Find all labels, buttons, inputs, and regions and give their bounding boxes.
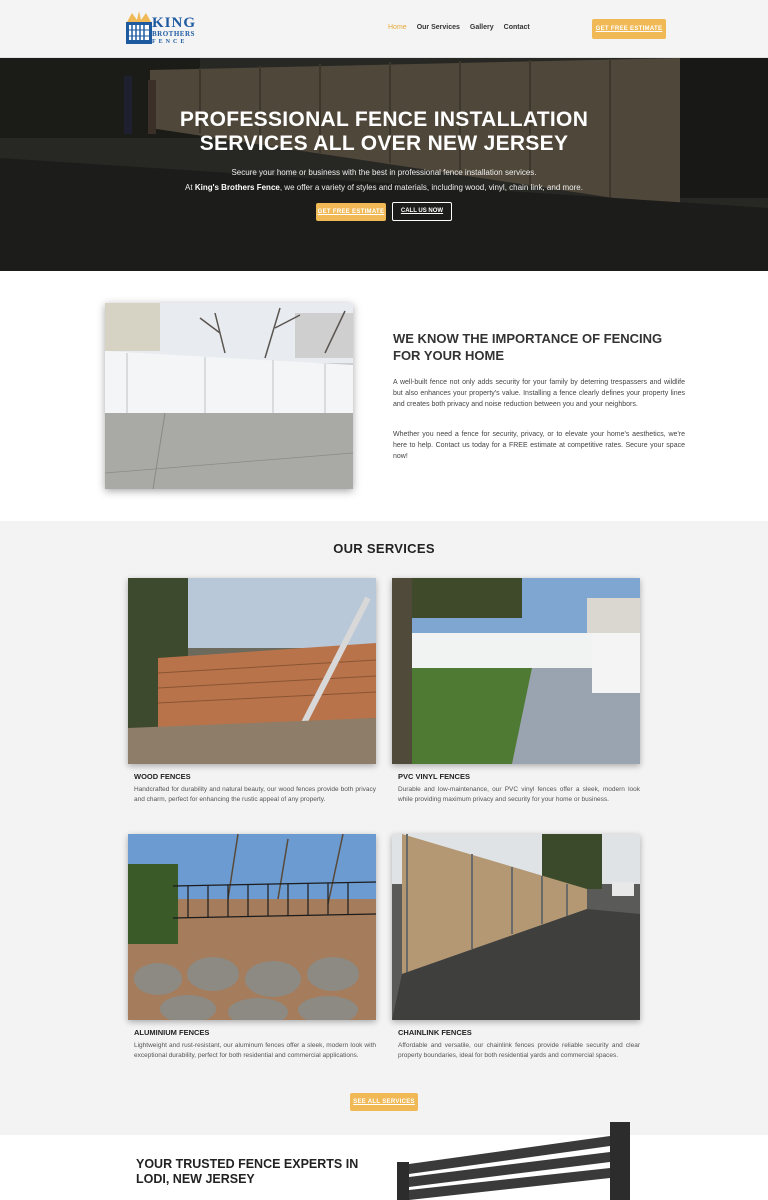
service-desc-chainlink: Affordable and versatile, our chainlink fences provide reliable security and clear property boundaries, ideal for both residential yards and commercial spaces. — [398, 1042, 640, 1059]
hero-estimate-button[interactable]: GET FREE ESTIMATE — [316, 203, 386, 221]
chainlink-fence-image[interactable] — [392, 834, 640, 1020]
nav-gallery[interactable]: Gallery — [469, 24, 494, 31]
nav-our-services[interactable]: Our Services — [416, 24, 460, 31]
pvc-fence-image[interactable] — [392, 578, 640, 764]
about-paragraph-2: Whether you need a fence for security, privacy, or to elevate your home's aesthetics, we're here to help. Contact us today for a FREE estimate at competitive rates. Secure your space now! — [393, 431, 685, 460]
service-title-aluminium: ALUMINIUM FENCES — [134, 1028, 210, 1037]
main-nav — [388, 24, 530, 31]
trusted-title-line2: LODI, NEW JERSEY — [136, 1172, 255, 1186]
hero-subtitle — [0, 165, 768, 195]
trusted-title-line1: YOUR TRUSTED FENCE EXPERTS IN — [136, 1157, 359, 1171]
aluminium-fence-image[interactable] — [128, 834, 376, 1020]
site-header — [0, 0, 768, 58]
service-title-pvc: PVC VINYL FENCES — [398, 772, 470, 781]
pvc-fence-photo — [392, 578, 640, 764]
trusted-title — [136, 1157, 376, 1187]
nav-contact[interactable]: Contact — [503, 24, 530, 31]
services-section — [0, 521, 768, 1135]
logo-line-fence: FENCE — [152, 39, 188, 45]
black-slat-fence-image — [392, 1122, 632, 1200]
hero-sub-suffix: , we offer a variety of styles and materials, including wood, vinyl, chain link, and more. — [279, 183, 583, 192]
hero-call-button[interactable]: CALL US NOW — [392, 202, 452, 221]
wood-fence-image[interactable] — [128, 578, 376, 764]
service-desc-wood: Handcrafted for durability and natural beauty, our wood fences provide both privacy and charm, perfect for enhancing the rustic appeal of any property. — [134, 786, 376, 803]
hero-title-line1: PROFESSIONAL FENCE INSTALLATION — [179, 108, 589, 131]
service-desc-aluminium: Lightweight and rust-resistant, our aluminum fences offer a sleek, modern look with exceptional durability, perfect for both residential and commercial applications. — [134, 1042, 376, 1059]
service-title-wood: WOOD FENCES — [134, 772, 191, 781]
see-all-services-button[interactable]: SEE ALL SERVICES — [350, 1093, 418, 1111]
about-title: WE KNOW THE IMPORTANCE OF FENCING FOR YOUR HOME — [393, 331, 663, 363]
hero-subtitle-line1: Secure your home or business with the best in professional fence installation services. — [231, 168, 537, 177]
chainlink-fence-photo — [392, 834, 640, 1020]
logo-line-brothers: BROTHERS — [152, 30, 195, 38]
aluminium-fence-photo — [128, 834, 376, 1020]
service-title-chainlink: CHAINLINK FENCES — [398, 1028, 472, 1037]
vinyl-fence-photo — [105, 303, 353, 489]
site-logo[interactable] — [124, 10, 202, 50]
service-desc-pvc: Durable and low-maintenance, our PVC vinyl fences offer a sleek, modern look while providing maximum privacy and security for your home or business. — [398, 786, 640, 803]
nav-home[interactable]: Home — [388, 24, 407, 31]
header-estimate-button[interactable]: GET FREE ESTIMATE — [592, 19, 666, 39]
services-title: OUR SERVICES — [333, 541, 435, 556]
logo-line-king: KING — [152, 15, 197, 31]
logo-wordmark — [152, 16, 196, 46]
hero-section — [0, 58, 768, 271]
hero-subtitle-line2 — [0, 180, 768, 195]
hero-title — [0, 108, 768, 156]
hero-title-line2: SERVICES ALL OVER NEW JERSEY — [199, 132, 569, 155]
wood-fence-photo — [128, 578, 376, 764]
about-paragraph-1: A well-built fence not only adds security for your family by deterring trespassers and wildlife but also enhances your property's value. Installing a fence clearly defines your property lines and creates both privacy and noise reduction between you and your neighbors. — [393, 379, 685, 408]
about-fence-image — [105, 303, 353, 489]
hero-brand-name: King's Brothers Fence — [194, 183, 280, 192]
crown-shield-icon — [124, 10, 154, 50]
hero-sub-prefix: At — [185, 183, 195, 192]
